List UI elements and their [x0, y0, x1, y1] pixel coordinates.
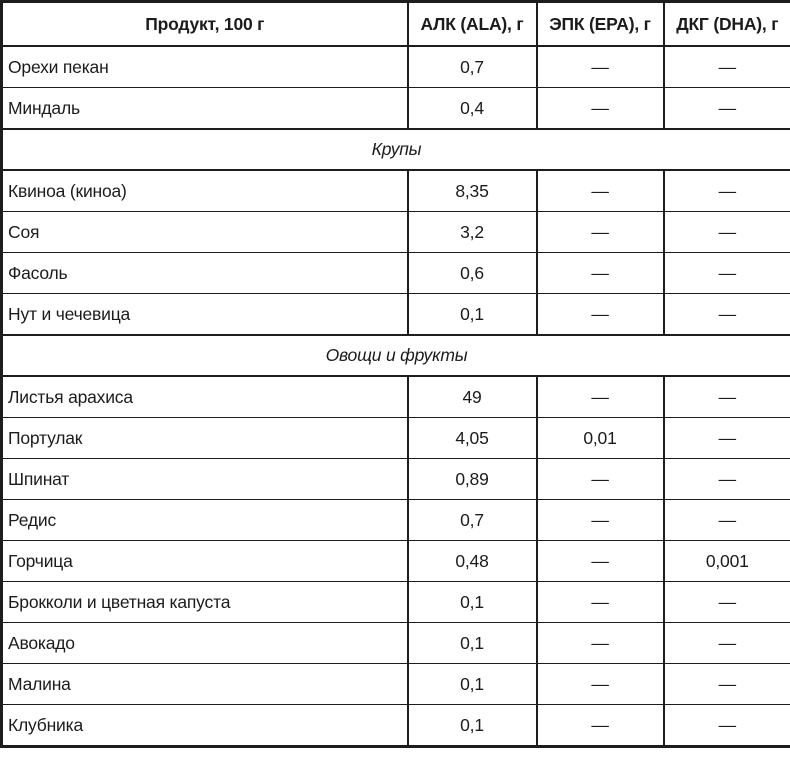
- table-body: [2, 46, 790, 747]
- table-header: [2, 2, 790, 47]
- dha-value-cell: —: [664, 294, 790, 336]
- epa-value-cell: —: [537, 212, 664, 253]
- header-row: [2, 2, 790, 47]
- table-row: [2, 705, 790, 747]
- dha-value-cell: —: [664, 212, 790, 253]
- ala-value-cell: 0,7: [408, 500, 537, 541]
- epa-value-cell: —: [537, 170, 664, 212]
- ala-value-cell: 0,48: [408, 541, 537, 582]
- section-label: Овощи и фрукты: [2, 335, 790, 376]
- table-row: [2, 170, 790, 212]
- table-row: [2, 582, 790, 623]
- section-row: [2, 335, 790, 376]
- ala-value-cell: 0,1: [408, 705, 537, 747]
- table-row: [2, 418, 790, 459]
- product-name-cell: Соя: [2, 212, 408, 253]
- epa-value-cell: —: [537, 253, 664, 294]
- table-row: [2, 88, 790, 130]
- table-row: [2, 294, 790, 336]
- dha-value-cell: —: [664, 500, 790, 541]
- header-dha: ДКГ (DHA), г: [664, 2, 790, 47]
- ala-value-cell: 8,35: [408, 170, 537, 212]
- dha-value-cell: —: [664, 705, 790, 747]
- ala-value-cell: 0,1: [408, 664, 537, 705]
- header-product: Продукт, 100 г: [2, 2, 408, 47]
- table-row: [2, 459, 790, 500]
- table-row: [2, 253, 790, 294]
- product-name-cell: Миндаль: [2, 88, 408, 130]
- product-name-cell: Авокадо: [2, 623, 408, 664]
- header-ala: АЛК (ALA), г: [408, 2, 537, 47]
- dha-value-cell: —: [664, 582, 790, 623]
- product-name-cell: Редис: [2, 500, 408, 541]
- dha-value-cell: —: [664, 253, 790, 294]
- product-name-cell: Шпинат: [2, 459, 408, 500]
- epa-value-cell: —: [537, 500, 664, 541]
- product-name-cell: Листья арахиса: [2, 376, 408, 418]
- section-row: [2, 129, 790, 170]
- table-row: [2, 46, 790, 88]
- ala-value-cell: 4,05: [408, 418, 537, 459]
- product-name-cell: Брокколи и цветная капуста: [2, 582, 408, 623]
- epa-value-cell: —: [537, 294, 664, 336]
- product-name-cell: Фасоль: [2, 253, 408, 294]
- dha-value-cell: —: [664, 418, 790, 459]
- epa-value-cell: —: [537, 376, 664, 418]
- dha-value-cell: —: [664, 170, 790, 212]
- ala-value-cell: 0,7: [408, 46, 537, 88]
- dha-value-cell: —: [664, 376, 790, 418]
- product-name-cell: Орехи пекан: [2, 46, 408, 88]
- product-name-cell: Квиноа (киноа): [2, 170, 408, 212]
- product-name-cell: Нут и чечевица: [2, 294, 408, 336]
- product-name-cell: Портулак: [2, 418, 408, 459]
- ala-value-cell: 0,1: [408, 582, 537, 623]
- table-row: [2, 376, 790, 418]
- ala-value-cell: 0,6: [408, 253, 537, 294]
- epa-value-cell: —: [537, 459, 664, 500]
- dha-value-cell: —: [664, 664, 790, 705]
- epa-value-cell: —: [537, 46, 664, 88]
- epa-value-cell: —: [537, 705, 664, 747]
- table-row: [2, 500, 790, 541]
- table-row: [2, 664, 790, 705]
- product-name-cell: Клубника: [2, 705, 408, 747]
- ala-value-cell: 49: [408, 376, 537, 418]
- product-name-cell: Малина: [2, 664, 408, 705]
- dha-value-cell: —: [664, 459, 790, 500]
- epa-value-cell: —: [537, 623, 664, 664]
- product-name-cell: Горчица: [2, 541, 408, 582]
- ala-value-cell: 0,89: [408, 459, 537, 500]
- epa-value-cell: —: [537, 582, 664, 623]
- section-label: Крупы: [2, 129, 790, 170]
- table-row: [2, 212, 790, 253]
- table-row: [2, 541, 790, 582]
- header-epa: ЭПК (EPA), г: [537, 2, 664, 47]
- ala-value-cell: 3,2: [408, 212, 537, 253]
- dha-value-cell: —: [664, 623, 790, 664]
- dha-value-cell: —: [664, 46, 790, 88]
- ala-value-cell: 0,1: [408, 294, 537, 336]
- ala-value-cell: 0,1: [408, 623, 537, 664]
- epa-value-cell: —: [537, 664, 664, 705]
- epa-value-cell: 0,01: [537, 418, 664, 459]
- epa-value-cell: —: [537, 88, 664, 130]
- dha-value-cell: —: [664, 88, 790, 130]
- table-row: [2, 623, 790, 664]
- ala-value-cell: 0,4: [408, 88, 537, 130]
- epa-value-cell: —: [537, 541, 664, 582]
- dha-value-cell: 0,001: [664, 541, 790, 582]
